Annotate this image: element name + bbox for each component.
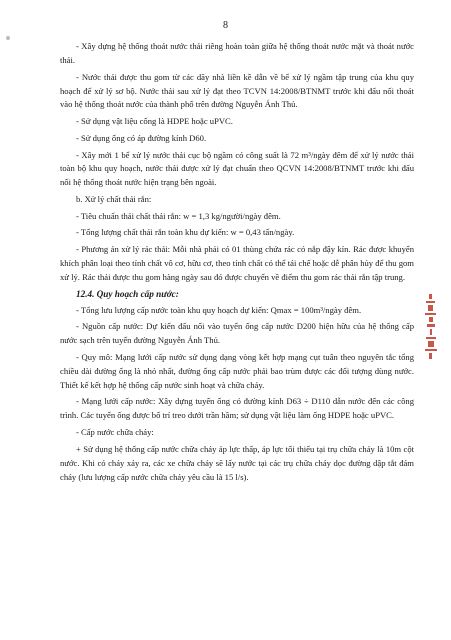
paragraph: b. Xử lý chất thải rắn: bbox=[76, 194, 152, 205]
paragraph: - Nước thải được thu gom từ các dãy nhà liền kề dẫn về bể xử lý ngầm tập trung của khu quy hoạch để xử lý sơ bộ. Nước thải sau xử lý đạt theo TCVN 14:2008/BTNMT trước khi đấu nối thoát vào hệ thống thoát nước của thành phố trên đường Nguyễn Ánh Thủ. bbox=[60, 71, 414, 110]
paragraph: - Mạng lưới cấp nước: Xây dựng tuyến ống có đường kính D63 ÷ D110 dẫn nước đến các công trình. Các tuyến ống được bố trí treo dưới trần hầm; sử dụng vật liệu làm ống HDPE hoặc uPVC. bbox=[60, 396, 414, 421]
red-seal-stamp-icon bbox=[422, 292, 440, 362]
paragraph: - Sử dụng vật liệu cống là HDPE hoặc uPVC. bbox=[76, 116, 233, 127]
paragraph: - Xây mới 1 bể xử lý nước thải cục bộ ngầm có công suất là 72 m³/ngày đêm để xử lý nước thải toàn bộ khu quy hoạch, nước thải được xử lý đạt chuẩn theo QCVN 14:2008/BTNMT trước khi đấu nối hệ thống thoát nước hiện trạng bên ngoài. bbox=[60, 149, 414, 188]
paragraph: - Xây dựng hệ thống thoát nước thải riêng hoàn toàn giữa hệ thống thoát nước mặt và thoát nước thải. bbox=[60, 41, 414, 65]
paragraph: - Phương án xử lý rác thải: Mỗi nhà phải có 01 thùng chứa rác có nắp đậy kín. Rác được khuyến khích phân loại theo tính chất vô cơ, hữu cơ, theo tính chất có thể tái chế hoặc dễ phân hủy để thu gom xử lý. Rác thải được thu gom hàng ngày sau đó được chuyển về điểm thu gom rác thải rắn tập trung. bbox=[60, 244, 414, 282]
paragraph: - Sử dụng ống có áp đường kính D60. bbox=[76, 132, 207, 143]
document-body bbox=[60, 40, 414, 487]
page-number: 8 bbox=[223, 20, 228, 31]
margin-dot bbox=[6, 36, 10, 40]
paragraph: - Nguồn cấp nước: Dự kiến đấu nối vào tuyến ống cấp nước D200 hiện hữu của hệ thống cấp nước sạch trên tuyến đường Nguyễn Ánh Thủ. bbox=[60, 321, 414, 346]
paragraph: - Tiêu chuẩn thải chất thải rắn: w = 1,3 kg/người/ngày đêm. bbox=[76, 210, 281, 221]
paragraph: - Tổng lưu lượng cấp nước toàn khu quy hoạch dự kiến: Qmax = 100m³/ngày đêm. bbox=[76, 304, 362, 315]
paragraph: - Cấp nước chữa cháy: bbox=[76, 427, 154, 438]
paragraph: - Tổng lượng chất thải rắn toàn khu dự kiến: w = 0,43 tấn/ngày. bbox=[76, 227, 295, 238]
section-heading: 12.4. Quy hoạch cấp nước: bbox=[76, 288, 179, 299]
paragraph: + Sử dụng hệ thống cấp nước chữa cháy áp lực thấp, áp lực tối thiểu tại trụ chữa cháy là 10m cột nước. Khi có cháy xảy ra, các xe chữa cháy sẽ lấy nước tại các trụ chữa cháy dọc đường dập tắt đám cháy (lưu lượng cấp nước chữa cháy yêu cầu là 15 l/s). bbox=[60, 443, 414, 482]
paragraph: - Quy mô: Mạng lưới cấp nước sử dụng dạng vòng kết hợp mạng cụt tuân theo nguyên tắc tổng chiều dài đường ống là nhỏ nhất, đường ống cấp nước phải bao trùm được các đối tượng dùng nước. Thiết kế kết hợp hệ thống cấp nước sinh hoạt và chữa cháy. bbox=[60, 351, 414, 390]
